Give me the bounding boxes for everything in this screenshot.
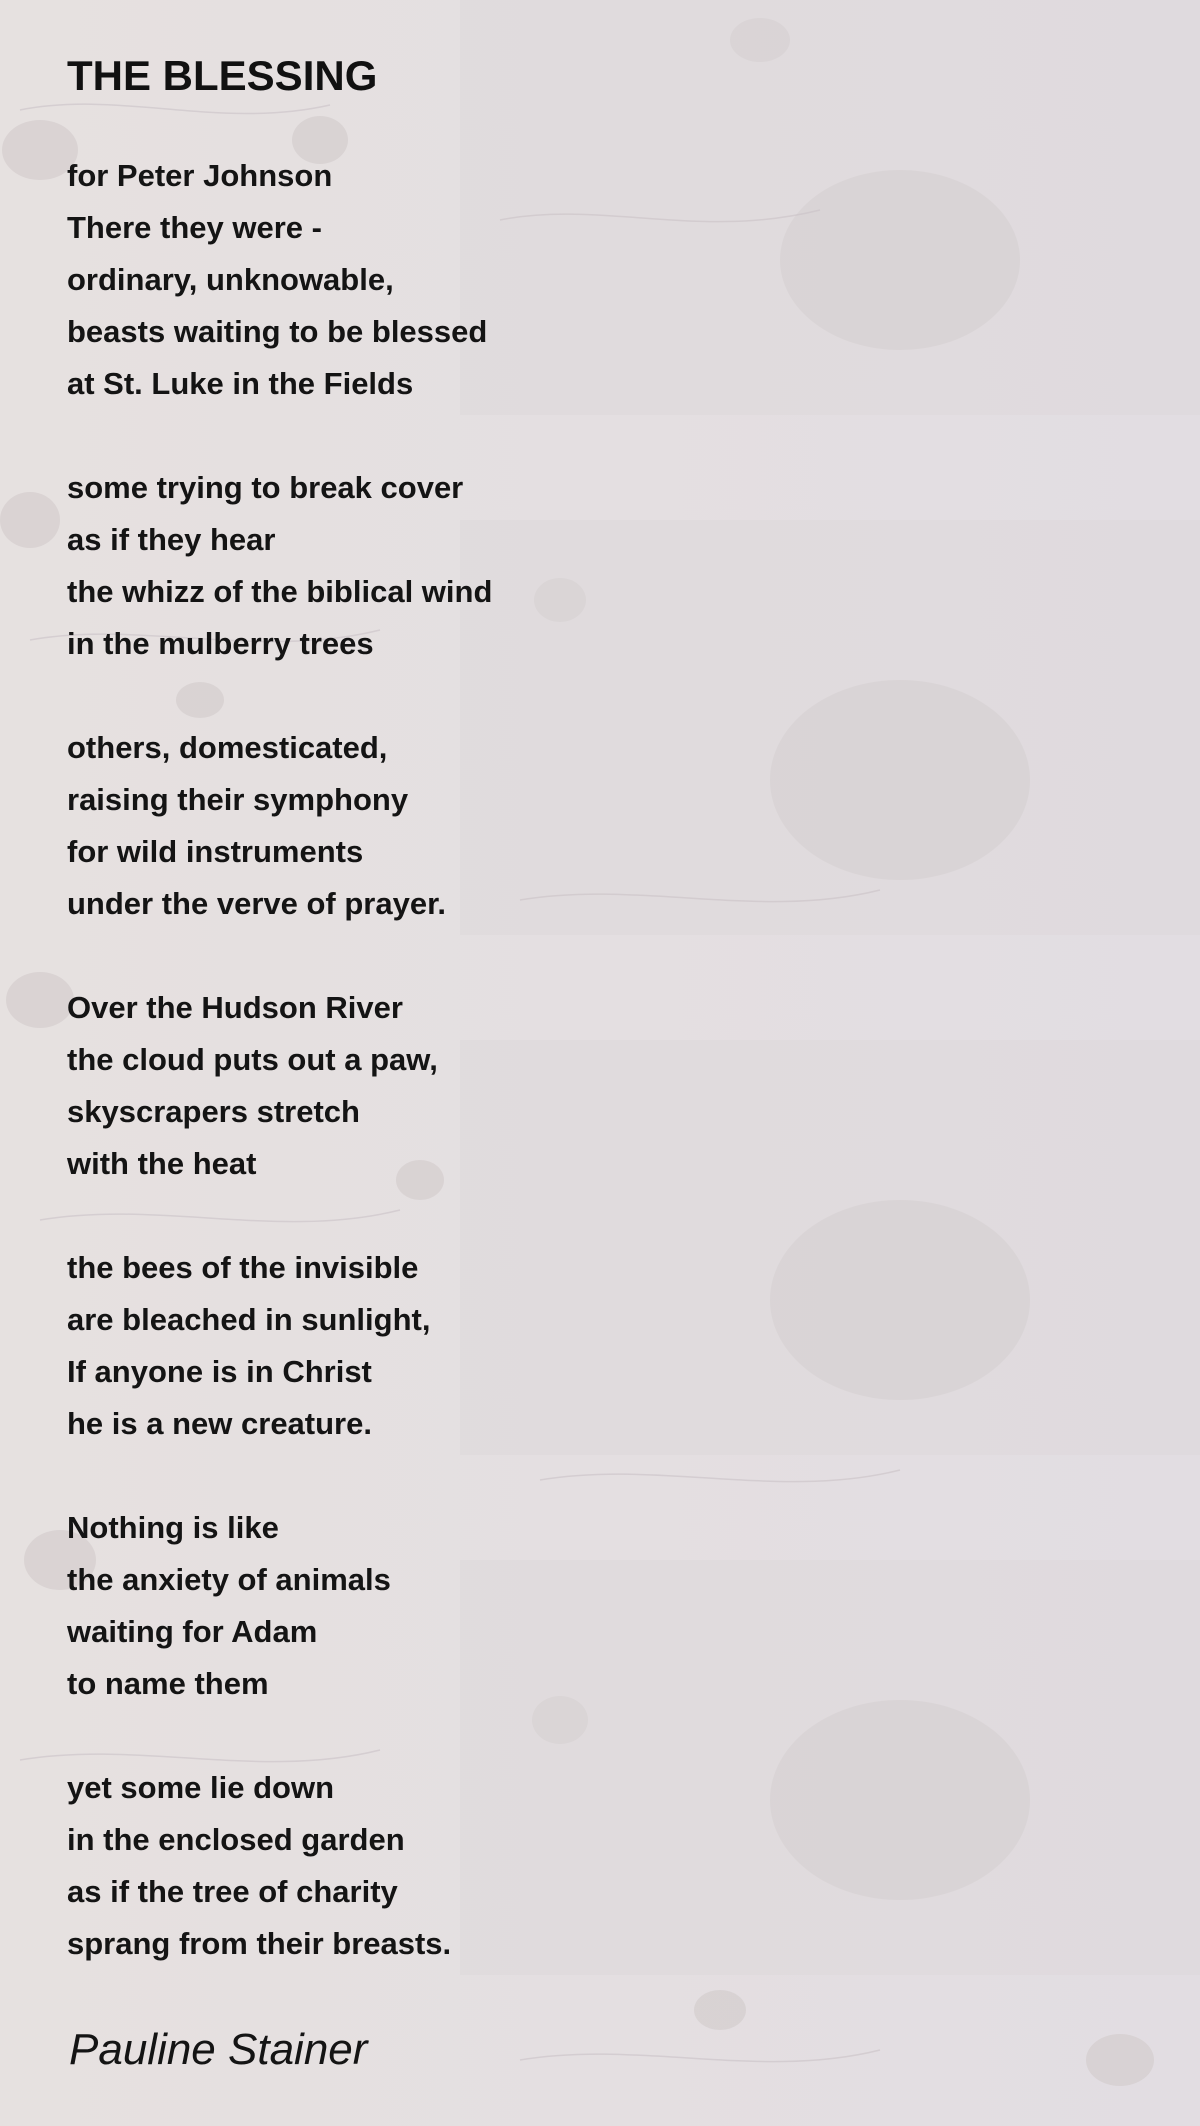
poem-body [67,150,867,1970]
poem-line: beasts waiting to be blessed [67,314,488,349]
poem-line: some trying to break cover [67,470,464,505]
poem-line: with the heat [67,1146,257,1181]
poem-line: in the mulberry trees [67,626,374,661]
poem-line: in the enclosed garden [67,1822,405,1857]
poem-line: as if they hear [67,522,276,557]
poem-line: at St. Luke in the Fields [67,366,414,401]
poem-author: Pauline Stainer [69,2025,368,2074]
poem-line: skyscrapers stretch [67,1094,360,1129]
poem-line: others, domesticated, [67,730,388,765]
poem-line: as if the tree of charity [67,1874,398,1909]
poem-line: waiting for Adam [67,1614,318,1649]
poem-line: Nothing is like [67,1510,279,1545]
poem-line: There they were - [67,210,322,245]
poem-line: the bees of the invisible [67,1250,419,1285]
poem-line: sprang from their breasts. [67,1926,452,1961]
stanza-break [67,1710,867,1762]
poem-line: for wild instruments [67,834,364,869]
poem-line: the anxiety of animals [67,1562,391,1597]
stanza-break [67,410,867,462]
poem-line: he is a new creature. [67,1406,372,1441]
poem-line: are bleached in sunlight, [67,1302,431,1337]
poem-line: under the verve of prayer. [67,886,447,921]
stanza-break [67,670,867,722]
poem-line: the whizz of the biblical wind [67,574,493,609]
stanza-break [67,1190,867,1242]
stanza-break [67,1450,867,1502]
poem-line: Over the Hudson River [67,990,403,1025]
dedication: for Peter Johnson [67,158,333,193]
poem-line: yet some lie down [67,1770,335,1805]
poem-line: If anyone is in Christ [67,1354,372,1389]
poem-title: THE BLESSING [67,52,378,99]
poem-container [67,48,867,1970]
poem-line: to name them [67,1666,269,1701]
poem-line: the cloud puts out a paw, [67,1042,438,1077]
poem-line: raising their symphony [67,782,409,817]
stanza-break [67,930,867,982]
poem-line: ordinary, unknowable, [67,262,394,297]
